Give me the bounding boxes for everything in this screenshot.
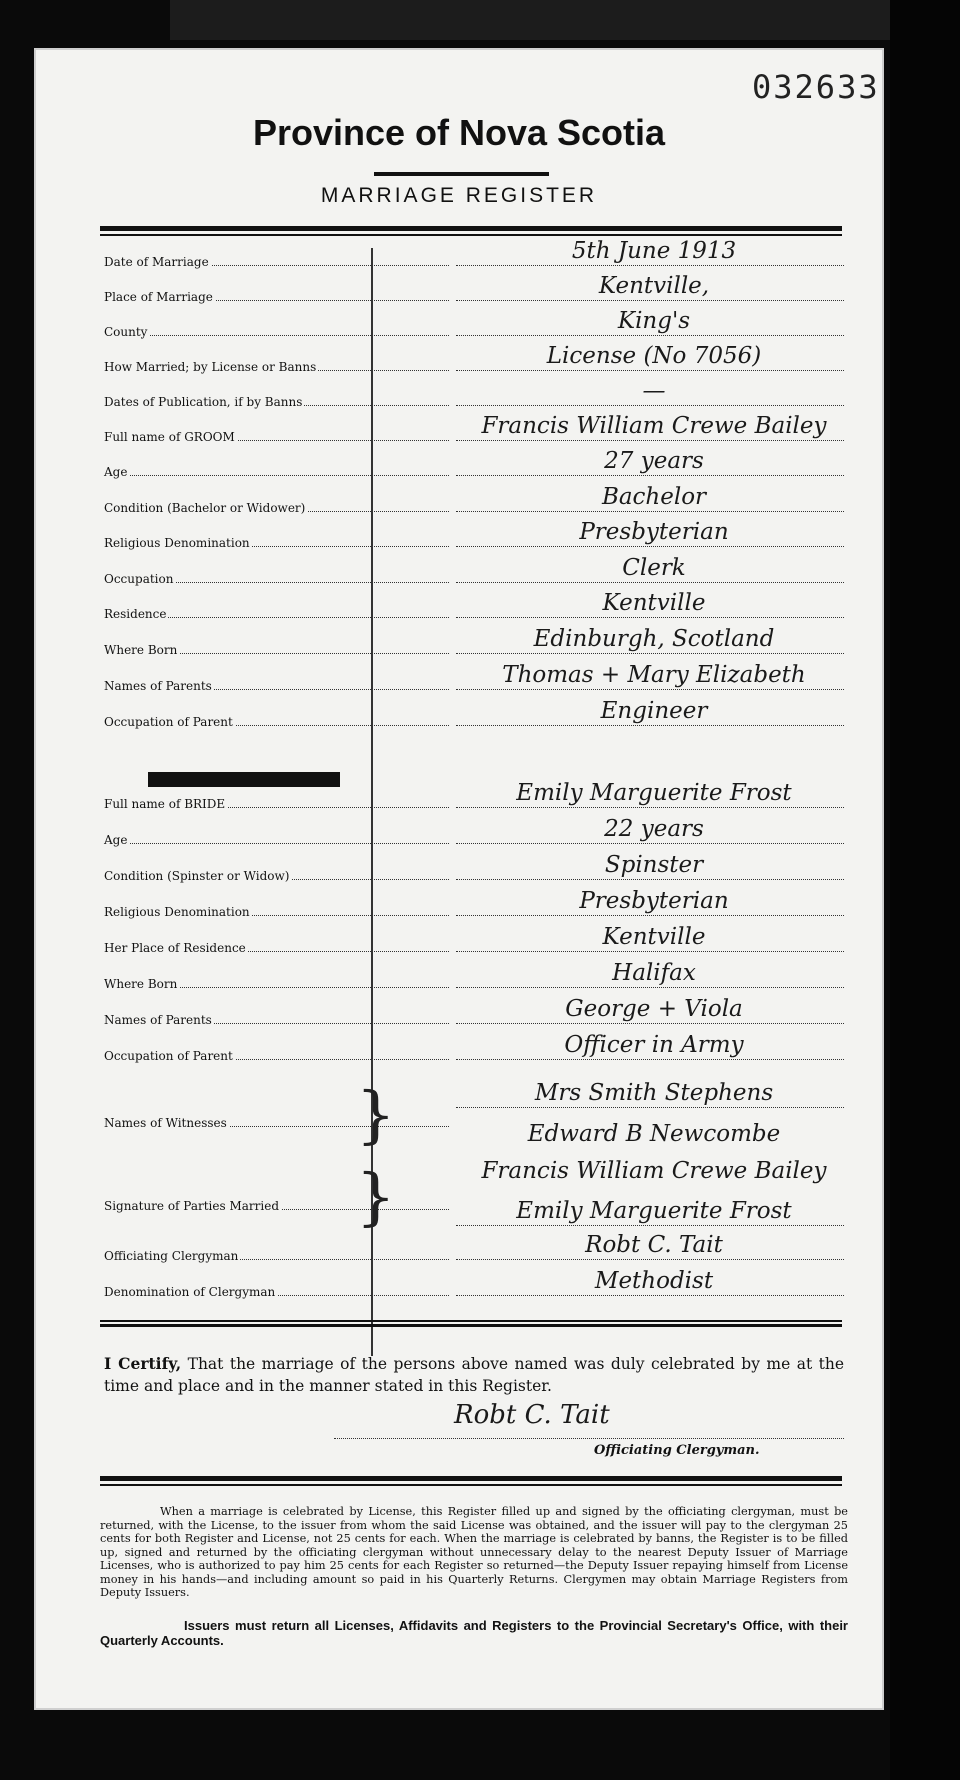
dotted-line (456, 879, 844, 880)
field-label: Religious Denomination (104, 536, 250, 550)
dotted-leader (104, 475, 449, 476)
field-row (104, 590, 844, 624)
field-label: Names of Parents (104, 679, 212, 693)
field-value: King's (617, 308, 691, 334)
certify-rule-thick (100, 1324, 842, 1327)
witness-2-value: Edward B Newcombe (527, 1121, 781, 1147)
signature-role: Officiating Clergyman. (594, 1443, 760, 1458)
dotted-line (456, 546, 844, 547)
field-value: 5th June 1913 (571, 238, 737, 264)
page-subtitle: MARRIAGE REGISTER (320, 184, 598, 207)
field-value: Spinster (604, 852, 704, 878)
field-row (104, 698, 844, 732)
dotted-line (456, 370, 844, 371)
field-label: Age (104, 465, 128, 479)
field-row (104, 780, 844, 814)
instructions-notice: When a marriage is celebrated by License, this Register filled up and signed by the officiating clergyman, must be returned, with the License, to the issuer from whom the said License was obtained, and the issuer will pay to the clergyman 25 cents for both Register and License, not 25 cents for each. When the marriage is celebrated by banns, the Register is to be filled up, signed and returned by the officiating clergyman without unnecessary delay to the nearest Deputy Issuer of Marriage Licenses, who is authorized to pay him 25 cents for each Register so returned—the Deputy Issuer repaying himself from License money in his hands—and including amount so paid in his Quarterly Returns. Clergymen may obtain Marriage Registers from Deputy Issuers. (100, 1505, 848, 1599)
field-row (104, 484, 844, 518)
field-value: Presbyterian (579, 888, 729, 914)
certify-rule (100, 1320, 842, 1322)
dotted-line (456, 1295, 844, 1296)
dotted-line (456, 653, 844, 654)
dotted-leader (104, 843, 449, 844)
dotted-line (456, 405, 844, 406)
field-label: Date of Marriage (104, 255, 209, 269)
field-row (104, 816, 844, 850)
dotted-line (456, 265, 844, 266)
signatures-label: Signature of Parties Married (104, 1199, 280, 1213)
dotted-line (456, 1259, 844, 1260)
witness-1-value: Mrs Smith Stephens (534, 1080, 774, 1106)
field-row (104, 555, 844, 589)
field-label: Full name of BRIDE (104, 797, 226, 811)
field-row (104, 924, 844, 958)
field-value: Francis William Crewe Bailey (481, 413, 827, 439)
field-value: Kentville (602, 590, 706, 616)
field-row (104, 238, 844, 272)
dotted-line (456, 440, 844, 441)
dotted-line (456, 475, 844, 476)
field-label: Full name of GROOM (104, 430, 235, 444)
field-label: Age (104, 833, 128, 847)
field-label: Where Born (104, 977, 178, 991)
dotted-line (456, 617, 844, 618)
signature-line (334, 1438, 844, 1439)
field-value: Officer in Army (564, 1032, 744, 1058)
dotted-leader (104, 335, 449, 336)
dotted-line (456, 987, 844, 988)
register-form (34, 48, 884, 1710)
field-value: George + Viola (565, 996, 743, 1022)
field-row (104, 960, 844, 994)
scan-border-top (170, 0, 960, 40)
field-label: Religious Denomination (104, 905, 250, 919)
dotted-line (456, 843, 844, 844)
field-label: Condition (Spinster or Widow) (104, 869, 290, 883)
clergy-denomination-value: Methodist (594, 1268, 714, 1294)
dotted-line (456, 582, 844, 583)
dotted-line (456, 915, 844, 916)
field-row (104, 273, 844, 307)
field-label: Place of Marriage (104, 290, 213, 304)
dotted-line (456, 1225, 844, 1226)
field-row (104, 413, 844, 447)
field-value: — (642, 378, 666, 404)
field-label: Names of Parents (104, 1013, 212, 1027)
clergy-row-officiating (104, 1232, 844, 1266)
witness-brace: } (356, 1078, 396, 1151)
page-title: Province of Nova Scotia (252, 112, 666, 153)
field-label: Where Born (104, 643, 178, 657)
field-value: Thomas + Mary Elizabeth (502, 662, 806, 688)
field-value: Engineer (600, 698, 708, 724)
field-label: County (104, 325, 148, 339)
field-value: 27 years (604, 448, 704, 474)
field-row (104, 448, 844, 482)
signature-1-value: Francis William Crewe Bailey (481, 1158, 827, 1184)
dotted-line (456, 951, 844, 952)
field-row (104, 996, 844, 1030)
dotted-line (456, 1023, 844, 1024)
field-row (104, 888, 844, 922)
field-label: Residence (104, 607, 167, 621)
field-row (104, 343, 844, 377)
clergy-label: Officiating Clergyman (104, 1249, 239, 1263)
witness-1 (104, 1080, 844, 1114)
field-row (104, 308, 844, 342)
header-rule-thin (100, 234, 842, 236)
field-value: Clerk (622, 555, 686, 581)
dotted-line (456, 689, 844, 690)
dotted-line (456, 1107, 844, 1108)
serial-number: 032633 (752, 68, 880, 106)
certify-lead: I Certify, (104, 1354, 182, 1373)
certify-body: That the marriage of the persons above named was duly celebrated by me at the time and place and in the manner stated in this Register. (104, 1355, 844, 1395)
clergy-denomination-label: Denomination of Clergyman (104, 1285, 276, 1299)
field-label: Her Place of Residence (104, 941, 246, 955)
field-value: 22 years (604, 816, 704, 842)
field-label: Occupation of Parent (104, 1049, 233, 1063)
field-row (104, 626, 844, 660)
notice-rule-thick (100, 1476, 842, 1481)
dotted-line (456, 1059, 844, 1060)
field-label: Condition (Bachelor or Widower) (104, 501, 306, 515)
scan-border-right (890, 0, 960, 1780)
certification-text (104, 1353, 844, 1397)
clergy-value: Robt C. Tait (585, 1232, 723, 1258)
field-value: License (No 7056) (546, 343, 762, 369)
issuers-notice: Issuers must return all Licenses, Affidavits and Registers to the Provincial Secretary's Office, with their Quarterly Accounts. (100, 1618, 848, 1648)
dotted-line (456, 300, 844, 301)
signature-brace: } (356, 1160, 396, 1233)
field-label: Occupation (104, 572, 174, 586)
clergy-signature: Robt C. Tait (454, 1400, 610, 1430)
field-row (104, 519, 844, 553)
witnesses-label: Names of Witnesses (104, 1116, 227, 1130)
field-value: Bachelor (601, 484, 707, 510)
field-value: Presbyterian (579, 519, 729, 545)
field-value: Kentville (602, 924, 706, 950)
field-value: Kentville, (598, 273, 710, 299)
redaction-bar (148, 772, 340, 787)
field-label: Occupation of Parent (104, 715, 233, 729)
dotted-line (456, 335, 844, 336)
signature-2-value: Emily Marguerite Frost (516, 1198, 792, 1224)
title-underline (374, 172, 549, 176)
dotted-line (456, 807, 844, 808)
field-row (104, 662, 844, 696)
field-value: Edinburgh, Scotland (533, 626, 775, 652)
dotted-line (456, 725, 844, 726)
notice-rule (100, 1484, 842, 1486)
field-value: Emily Marguerite Frost (516, 780, 792, 806)
field-row (104, 1032, 844, 1066)
header-rule (100, 226, 842, 231)
field-label: Dates of Publication, if by Banns (104, 395, 303, 409)
clergy-row-denomination (104, 1268, 844, 1302)
field-row (104, 852, 844, 886)
field-row (104, 378, 844, 412)
dotted-line (456, 511, 844, 512)
signature-1 (104, 1158, 844, 1192)
field-value: Halifax (612, 960, 696, 986)
field-label: How Married; by License or Banns (104, 360, 317, 374)
